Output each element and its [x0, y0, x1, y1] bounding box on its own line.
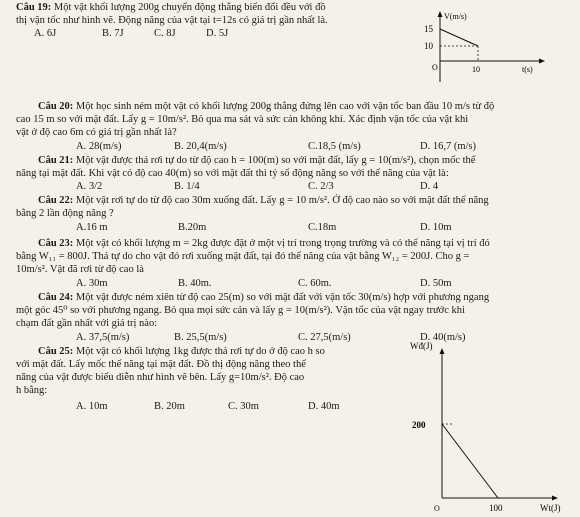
q21-option-c[interactable]: C. 2/3 — [308, 181, 334, 192]
q21-line2: năng tại mặt đất. Khi vật có độ cao 40(m) so với mặt đất thì tỷ số động năng so với thế năng của vật là: — [16, 168, 449, 179]
q25-option-c[interactable]: C. 30m — [228, 401, 259, 412]
q24-option-b[interactable]: B. 25,5(m/s) — [174, 332, 227, 343]
q23-text1: Một vật có khối lượng m = 2kg được đặt ở một vị trí trong trọng trường và có thế năng tại vị trí đó — [75, 238, 490, 249]
q23-option-d[interactable]: D. 50m — [420, 278, 452, 289]
q19-option-d[interactable]: D. 5J — [206, 28, 229, 39]
q22-line1 — [38, 195, 489, 207]
q25-energy-graph — [402, 338, 572, 513]
q19-x-arrow — [539, 59, 545, 64]
q19-velocity-graph — [410, 8, 550, 88]
q24-line2: một góc 45⁰ so với phương ngang. Bỏ qua mọi sức cản và lấy g = 10(m/s²). Vận tốc của vật ngay trước khi — [16, 305, 465, 316]
q25-graph-line — [442, 424, 498, 498]
q22-option-d[interactable]: D. 10m — [420, 222, 452, 233]
q19-option-a[interactable]: A. 6J — [34, 28, 57, 39]
q21-title: Câu 21: — [38, 155, 74, 166]
q25-option-b[interactable]: B. 20m — [154, 401, 185, 412]
q23-line3: 10m/s². Vật đã rơi từ độ cao là — [16, 264, 144, 275]
q20-option-b[interactable]: B. 20,4(m/s) — [174, 141, 227, 152]
q25-tick-200: 200 — [412, 420, 426, 430]
q20-text1: Một học sinh ném một vật có khối lượng 200g thẳng đứng lên cao với vận tốc ban đầu 10 m/s từ độ — [75, 101, 495, 112]
q23-option-c[interactable]: C. 60m. — [298, 278, 332, 289]
q19-text1: Một vật khối lượng 200g chuyển động thẳng biến đổi đều với đồ — [53, 2, 326, 13]
q24-option-d[interactable]: D. 40(m/s) — [420, 332, 466, 343]
q23-line2: bằng W₁₁ = 800J. Thả tự do cho vật đó rơi xuống mặt đất, tại đó thế năng của vật bằng W₁₂ = 200J. Cho g = — [16, 251, 470, 262]
q21-text1: Một vật được thả rơi tự do từ độ cao h = 100(m) so với mặt đất, lấy g = 10(m/s²), chọn mốc thế — [75, 155, 476, 166]
q19-y-label: V(m/s) — [444, 12, 467, 21]
q21-option-d[interactable]: D. 4 — [420, 181, 439, 192]
q22-option-b[interactable]: B.20m — [178, 222, 207, 233]
q25-option-a[interactable]: A. 10m — [76, 401, 108, 412]
q19-y-arrow — [438, 11, 443, 17]
q25-line1 — [38, 346, 325, 358]
q22-option-c[interactable]: C.18m — [308, 222, 337, 233]
q22-option-a[interactable]: A.16 m — [76, 222, 108, 233]
q19-tick-10: 10 — [424, 41, 433, 51]
q22-text1: Một vật rơi tự do từ độ cao 30m xuống đất. Lấy g = 10 m/s². Ở độ cao nào so với mặt đất thế năng — [75, 195, 489, 206]
q19-graph-line — [440, 29, 478, 46]
q21-line1 — [38, 155, 475, 167]
q19-x-label: t(s) — [522, 65, 533, 74]
q20-option-d[interactable]: D. 16,7 (m/s) — [420, 141, 476, 152]
q25-x-arrow — [552, 496, 558, 501]
q19-title: Câu 19: — [16, 2, 52, 13]
q20-title: Câu 20: — [38, 101, 74, 112]
q21-option-b[interactable]: B. 1/4 — [174, 181, 200, 192]
q25-origin: O — [434, 504, 440, 513]
q23-option-a[interactable]: A. 30m — [76, 278, 108, 289]
q23-option-b[interactable]: B. 40m. — [178, 278, 212, 289]
q25-line3: năng của vật được biểu diễn như hình vẽ bên. Lấy g=10m/s². Độ cao — [16, 372, 305, 383]
q24-text1: Một vật được ném xiên từ độ cao 25(m) so với mặt đất với vận tốc 30(m/s) hợp với phương ngang — [75, 292, 490, 303]
q25-line2: với mặt đất. Lấy mốc thế năng tại mặt đất. Đồ thị động năng theo thế — [16, 359, 306, 370]
q24-line3: chạm đất gần nhất với giá trị nào: — [16, 318, 158, 329]
q24-title: Câu 24: — [38, 292, 74, 303]
q19-option-c[interactable]: C. 8J — [154, 28, 176, 39]
q25-option-d[interactable]: D. 40m — [308, 401, 340, 412]
q19-option-b[interactable]: B. 7J — [102, 28, 124, 39]
q19-line1 — [16, 2, 326, 14]
q24-line1 — [38, 292, 489, 304]
q24-option-c[interactable]: C. 27,5(m/s) — [298, 332, 351, 343]
q21-option-a[interactable]: A. 3/2 — [76, 181, 103, 192]
q22-line2: bằng 2 lần động năng ? — [16, 208, 114, 219]
q25-title: Câu 25: — [38, 346, 74, 357]
q20-option-c[interactable]: C.18,5 (m/s) — [308, 141, 361, 152]
q23-title: Câu 23: — [38, 238, 74, 249]
q25-x-label: Wt(J) — [540, 503, 561, 513]
q25-tick-100: 100 — [489, 503, 503, 513]
q20-line2: cao 15 m so với mặt đất. Lấy g = 10m/s². Bỏ qua ma sát và sức cản không khí. Xác định vận tốc của vật khi — [16, 114, 469, 125]
q25-line4: h bằng: — [16, 385, 48, 396]
q25-y-label: Wđ(J) — [410, 341, 433, 351]
q25-text1: Một vật có khối lượng 1kg được thả rơi tự do ở độ cao h so — [75, 346, 325, 357]
q25-y-arrow — [440, 348, 445, 354]
q20-option-a[interactable]: A. 28(m/s) — [76, 141, 122, 152]
q23-line1 — [38, 238, 490, 250]
q19-line2: thị vận tốc như hình vẽ. Động năng của vật tại t=12s có giá trị gần nhất là. — [16, 15, 328, 26]
q22-title: Câu 22: — [38, 195, 74, 206]
q24-option-a[interactable]: A. 37,5(m/s) — [76, 332, 130, 343]
q20-line1 — [38, 101, 494, 113]
q19-tick-x10: 10 — [472, 65, 480, 74]
q19-origin: O — [432, 63, 438, 72]
q20-line3: vật ở độ cao 6m có giá trị gần nhất là? — [16, 127, 177, 138]
q19-tick-15: 15 — [424, 24, 433, 34]
